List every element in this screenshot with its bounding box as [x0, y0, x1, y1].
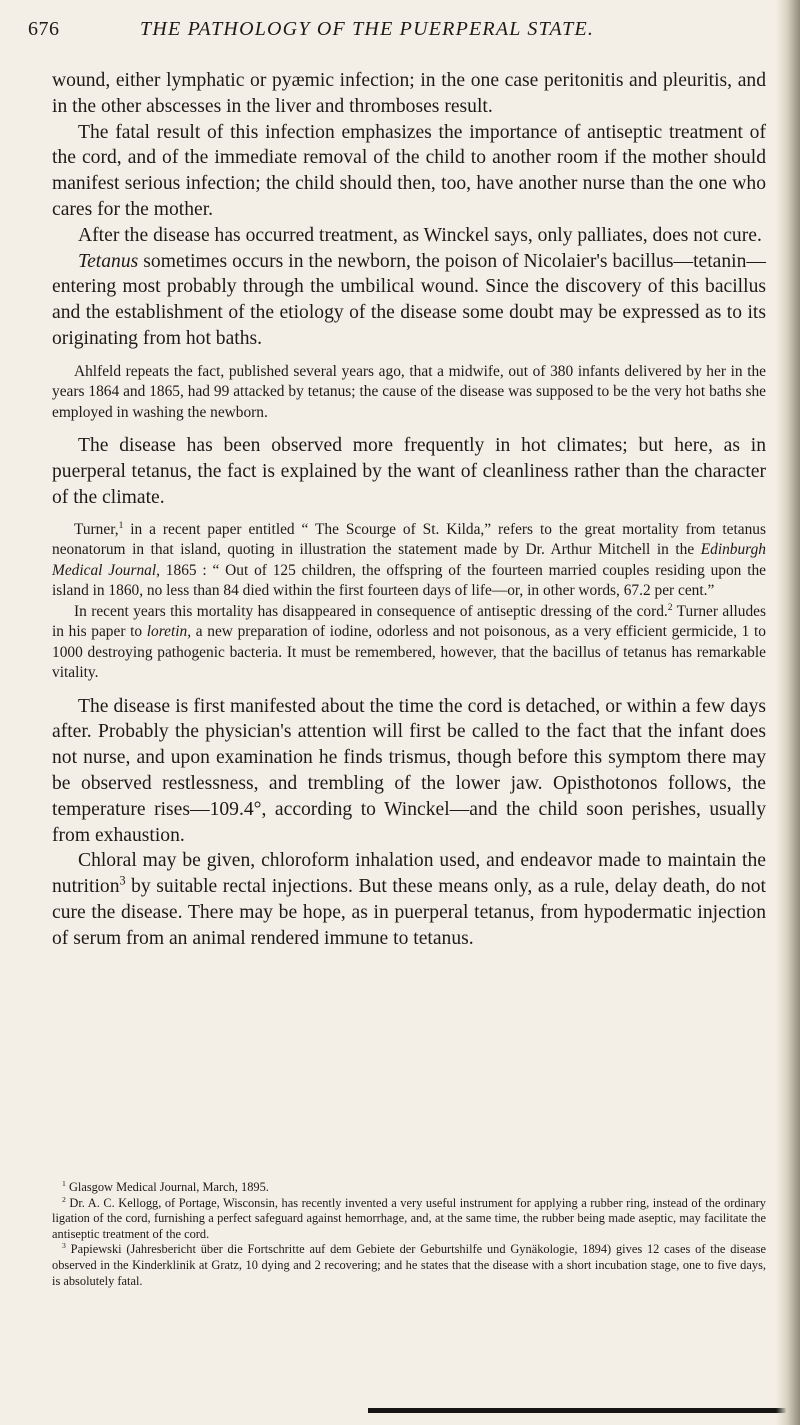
bottom-rule	[368, 1408, 786, 1413]
footnote-3: $^3$ Papiewski (Jahresbericht über die Fortschritte auf dem Gebiete der Geburtshilfe und Gynäkologie, 1894) gives 12 cases of the disease observed in the Kinderklinik at Gratz, 10 dying and 2 recovering; and he states that the disease with a short incubation stage, one to five days, is absolutely fatal.	[52, 1241, 766, 1288]
paragraph-mortality: In recent years this mortality has disappeared in consequence of antiseptic dressing of the cord.$^2$ Turner alludes in his paper to loretin, a new preparation of iodine, odorless and not poisonous, as a very efficient germicide, 1 to 1000 destroying pathogenic bacteria. It must be remembered, however, that the bacillus of tetanus has remarkable vitality.	[52, 601, 766, 682]
paragraph-continuation: wound, either lymphatic or pyæmic infection; in the one case peritonitis and pleuritis, and in the other abscesses in the liver and thromboses result.	[52, 70, 766, 117]
page-number: 676	[28, 18, 60, 40]
main-text	[52, 68, 766, 952]
journal-title: Edinburgh Medical Journal,	[52, 541, 766, 579]
paragraph-chloral: Chloral may be given, chloroform inhalation used, and endeavor made to maintain the nutrition$^3$ by suitable rectal injections. But these means only, as a rule, delay death, do not cure the disease. There may be hope, as in puerperal tetanus, from hypodermatic injection of serum from an animal rendered immune to tetanus.	[52, 850, 766, 949]
footnote-ref-2: 2	[667, 601, 673, 613]
tetanus-lead: Tetanus	[78, 250, 139, 272]
paragraph-turner: Turner,$^1$ in a recent paper entitled “ The Scourge of St. Kilda,” refers to the great mortality from tetanus neonatorum in that island, quoting in illustration the statement made by Dr. Arthur Mitchell in the Edinburgh Medical Journal, 1865 : “ Out of 125 children, the offspring of the fourteen married couples residing upon the island in 1860, no less than 84 died within the first fourteen days of life—or, in other words, 67.2 per cent.”	[52, 519, 767, 600]
running-head: THE PATHOLOGY OF THE PUERPERAL STATE.	[140, 18, 595, 40]
footnotes	[52, 1180, 766, 1289]
paragraph-tetanus: Tetanus sometimes occurs in the newborn, the poison of Nicolaier's bacillus—tetanin—entering most probably through the umbilical wound. Since the discovery of this bacillus and the establishment of the etiology of the disease some doubt may be expressed as to its originating from hot baths.	[52, 250, 766, 349]
footnote-ref-3: 3	[119, 873, 126, 888]
paragraph-climates: The disease has been observed more frequently in hot climates; but here, as in puerperal tetanus, the fact is explained by the want of cleanliness rather than the character of the climate.	[52, 435, 766, 508]
footnote-ref-1: 1	[118, 519, 124, 531]
paragraph-ahlfeld: Ahlfeld repeats the fact, published several years ago, that a midwife, out of 380 infants delivered by her in the years 1864 and 1865, had 99 attacked by tetanus; the cause of the disease was supposed to be the very hot baths she employed in washing the newborn.	[52, 362, 766, 421]
paragraph-treatment: After the disease has occurred treatment, as Winckel says, only palliates, does not cure.	[78, 224, 762, 246]
page-header	[28, 18, 768, 50]
footnote-2: $^2$ Dr. A. C. Kellogg, of Portage, Wisconsin, has recently invented a very useful instrument for applying a rubber ring, instead of the ordinary ligation of the cord, furnishing a perfect safeguard against hemorrhage, and, at the same time, the rubber being made aseptic, may facilitate the antiseptic treatment of the cord.	[52, 1194, 766, 1241]
paragraph-symptoms: The disease is first manifested about the time the cord is detached, or within a few days after. Probably the physician's attention will first be called to the fact that the infant does not nurse, and upon examination he finds trismus, though before this symptom there may be observed restlessness, and trembling of the lower jaw. Opisthotonos follows, the temperature rises—109.4°, according to Winckel—and the child soon perishes, usually from exhaustion.	[52, 695, 766, 846]
loretin-term: loretin,	[146, 623, 192, 641]
paragraph-antiseptic: The fatal result of this infection emphasizes the importance of antiseptic treatment of the cord, and of the immediate removal of the child to another room if the mother should manifest serious infection; the child should then, too, have another nurse than the one who cares for the mother.	[52, 121, 766, 220]
footnote-1: $^1$ Glasgow Medical Journal, March, 1895.	[62, 1178, 269, 1194]
page-edge-shadow	[776, 0, 800, 1425]
